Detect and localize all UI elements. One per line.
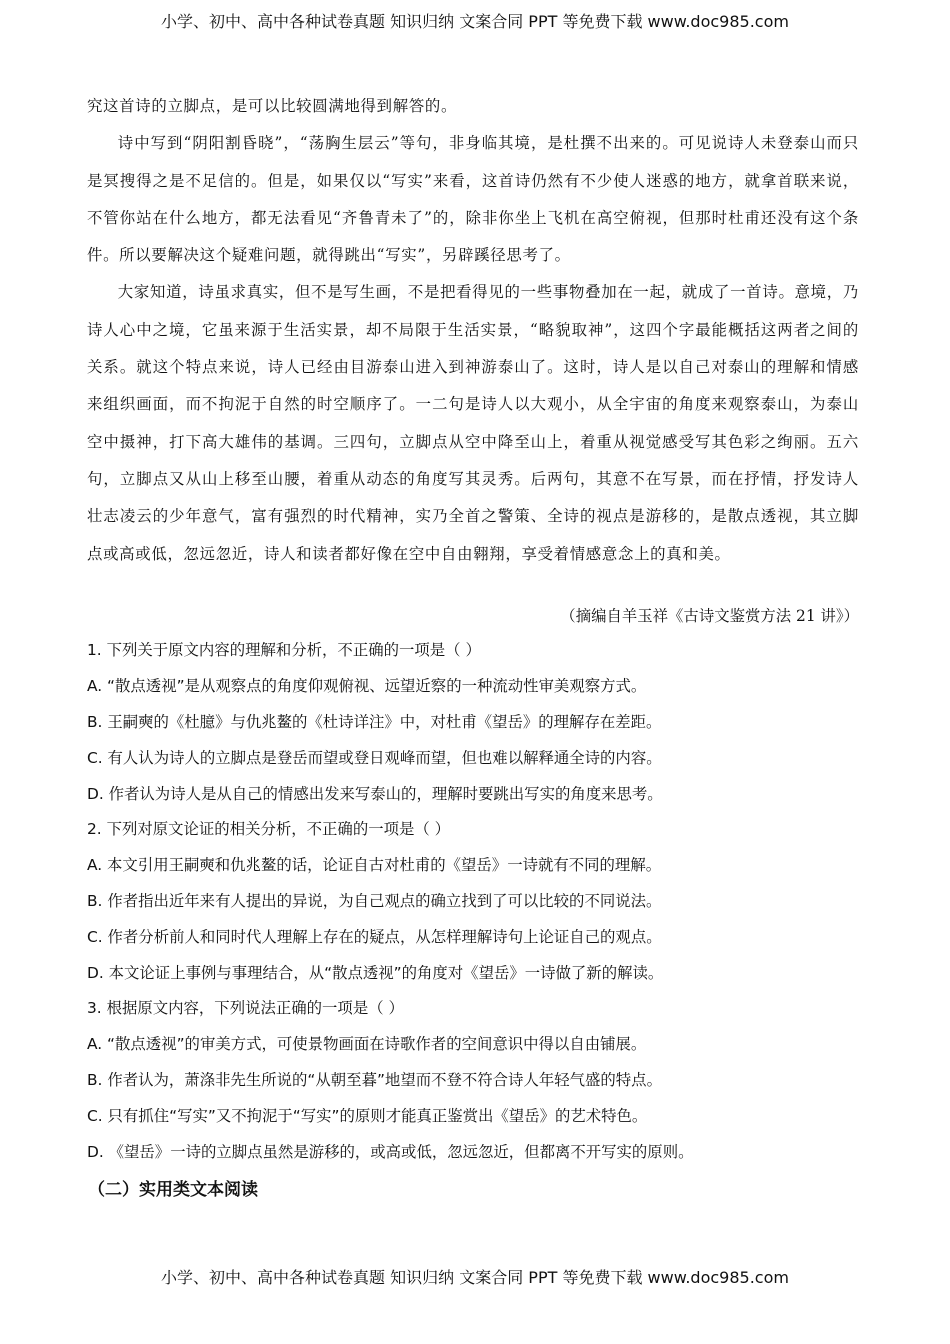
question-1-stem: 1. 下列关于原文内容的理解和分析，不正确的一项是（ ）	[87, 641, 481, 659]
passage-paragraph: 究这首诗的立脚点，是可以比较圆满地得到解答的。	[87, 97, 458, 115]
question-3-option-b: B. 作者认为，萧涤非先生所说的“从朝至暮”地望而不登不符合诗人年轻气盛的特点。	[87, 1071, 662, 1089]
footer-banner: 小学、初中、高中各种试卷真题 知识归纳 文案合同 PPT 等免费下载 www.doc985.com	[161, 1268, 789, 1287]
question-2-stem: 2. 下列对原文论证的相关分析，不正确的一项是（ ）	[87, 820, 451, 838]
question-3-stem: 3. 根据原文内容，下列说法正确的一项是（ ）	[87, 999, 404, 1017]
question-1-option-c: C. 有人认为诗人的立脚点是登岳而望或登日观峰而望，但也难以解释通全诗的内容。	[87, 749, 662, 767]
question-3-option-d: D. 《望岳》一诗的立脚点虽然是游移的，或高或低，忽远忽近，但都离不开写实的原则。	[87, 1143, 694, 1161]
question-2-option-a: A. 本文引用王嗣奭和仇兆鳌的话，论证自古对杜甫的《望岳》一诗就有不同的理解。	[87, 856, 662, 874]
header-banner: 小学、初中、高中各种试卷真题 知识归纳 文案合同 PPT 等免费下载 www.doc985.com	[161, 12, 789, 31]
question-1-option-d: D. 作者认为诗人是从自己的情感出发来写泰山的，理解时要跳出写实的角度来思考。	[87, 785, 663, 803]
question-1-option-b: B. 王嗣奭的《杜臆》与仇兆鳌的《杜诗详注》中，对杜甫《望岳》的理解存在差距。	[87, 713, 662, 731]
section-heading: （二）实用类文本阅读	[88, 1180, 258, 1200]
question-2-option-b: B. 作者指出近年来有人提出的异说，为自己观点的确立找到了可以比较的不同说法。	[87, 892, 662, 910]
question-2-option-d: D. 本文论证上事例与事理结合，从“散点透视”的角度对《望岳》一诗做了新的解读。	[87, 964, 664, 982]
question-3-option-c: C. 只有抓住“写实”又不拘泥于“写实”的原则才能真正鉴赏出《望岳》的艺术特色。	[87, 1107, 648, 1125]
passage-source-citation: （摘编自羊玉祥《古诗文鉴赏方法 21 讲》）	[560, 607, 859, 625]
question-1-option-a: A. “散点透视”是从观察点的角度仰观俯视、远望近察的一种流动性审美观察方式。	[87, 677, 647, 695]
passage-body	[87, 88, 859, 573]
question-3-option-a: A. “散点透视”的审美方式，可使景物画面在诗歌作者的空间意识中得以自由铺展。	[87, 1035, 647, 1053]
question-2-option-c: C. 作者分析前人和同时代人理解上存在的疑点，从怎样理解诗句上论证自己的观点。	[87, 928, 662, 946]
passage-paragraph: 诗中写到“阴阳割昏晓”，“荡胸生层云”等句，非身临其境，是杜撰不出来的。可见说诗人未登泰山而只是冥搜得之是不足信的。但是，如果仅以“写实”来看，这首诗仍然有不少使人迷惑的地方，就拿首联来说，不管你站在什么地方，都无法看见“齐鲁青未了”的，除非你坐上飞机在高空俯视，但那时杜甫还没有这个条件。所以要解决这个疑难问题，就得跳出“写实”，另辟蹊径思考了。	[87, 134, 859, 265]
passage-paragraph: 大家知道，诗虽求真实，但不是写生画，不是把看得见的一些事物叠加在一起，就成了一首诗。意境，乃诗人心中之境，它虽来源于生活实景，却不局限于生活实景，“略貌取神”，这四个字最能概括这两者之间的关系。就这个特点来说，诗人已经由目游泰山进入到神游泰山了。这时，诗人是以自己对泰山的理解和情感来组织画面，而不拘泥于自然的时空顺序了。一二句是诗人以大观小，从全宇宙的角度来观察泰山，为泰山空中摄神，打下高大雄伟的基调。三四句，立脚点从空中降至山上，着重从视觉感受写其色彩之绚丽。五六句，立脚点又从山上移至山腰，着重从动态的角度写其灵秀。后两句，其意不在写景，而在抒情，抒发诗人壮志凌云的少年意气，富有强烈的时代精神，实乃全首之警策、全诗的视点是游移的，是散点透视，其立脚点或高或低，忽远忽近，诗人和读者都好像在空中自由翱翔，享受着情感意念上的真和美。	[87, 283, 859, 563]
